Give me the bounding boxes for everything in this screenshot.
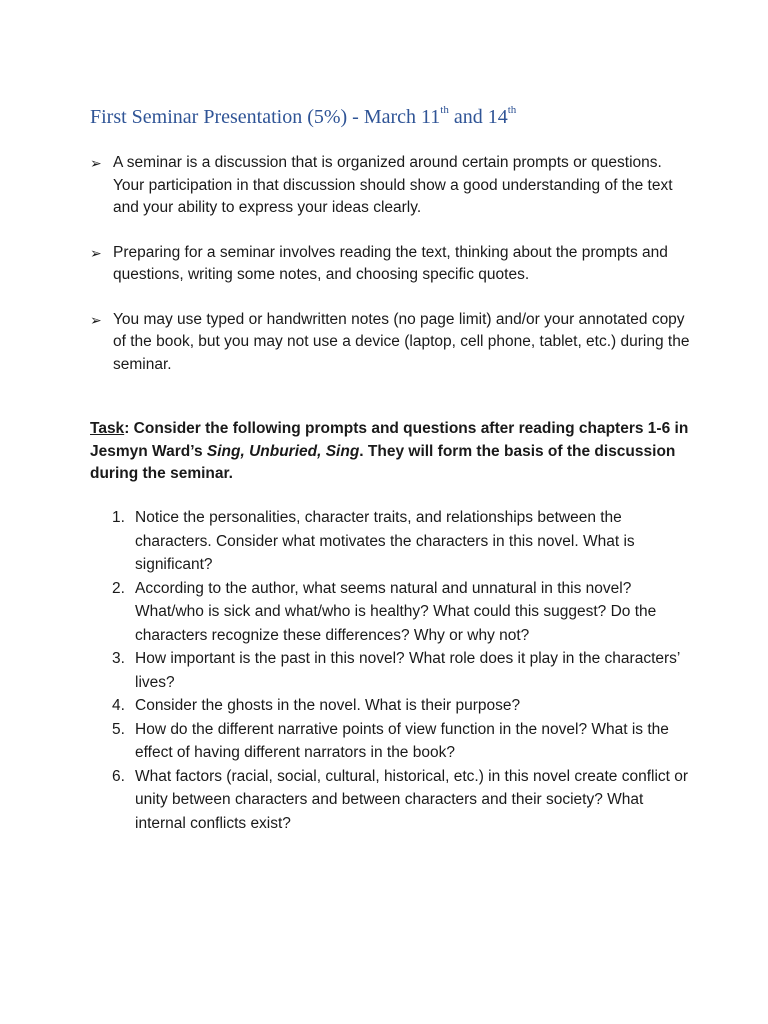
bullet-text: You may use typed or handwritten notes (no page limit) and/or your annotated copy of the book, but you may not use a device (laptop, cell phone, tablet, etc.) during the seminar. — [113, 310, 690, 373]
list-item-text: How do the different narrative points of view function in the novel? What is the effect of having different narrators in the book? — [135, 720, 669, 761]
list-number: 1. — [112, 509, 125, 526]
arrowhead-bullet-icon: ➢ — [90, 155, 102, 171]
title-superscript-2: th — [507, 104, 517, 116]
list-item-text: How important is the past in this novel? What role does it play in the characters’ lives? — [135, 650, 680, 691]
list-number: 5. — [112, 720, 125, 738]
list-item — [90, 577, 690, 648]
list-number: 3. — [112, 650, 125, 667]
list-item — [90, 647, 690, 694]
list-item-text: According to the author, what seems natural and unnatural in this novel? What/who is sick and what/who is healthy? What could this suggest? Do the characters recognize these differences? Why or why not? — [135, 579, 657, 644]
book-title: Sing, Unburied, Sing — [206, 442, 360, 460]
list-number: 2. — [112, 579, 125, 597]
title-text: First Seminar Presentation (5%) - March 11 — [90, 106, 441, 128]
title-superscript-1: th — [440, 104, 449, 116]
task-label: Task — [90, 420, 125, 437]
list-item — [90, 765, 690, 836]
bullet-text: A seminar is a discussion that is organized around certain prompts or questions. Your participation in that discussion should show a good understanding of the text and your ability to express your ideas clearly. — [113, 154, 673, 216]
bullet-item — [90, 309, 690, 377]
bullet-item — [90, 242, 690, 287]
arrowhead-bullet-icon: ➢ — [90, 311, 102, 328]
task-colon: : — [124, 420, 134, 437]
list-item — [90, 506, 690, 577]
page-title — [90, 106, 516, 129]
task-text-2: . They will form the basis of the discussion during the seminar. — [90, 442, 676, 482]
list-number: 6. — [112, 767, 125, 785]
list-item — [90, 718, 690, 765]
list-item — [90, 694, 690, 718]
list-item-text: What factors (racial, social, cultural, historical, etc.) in this novel create conflict or unity between characters and between characters and their society? What internal conflicts exist? — [135, 767, 689, 832]
list-item-text: Consider the ghosts in the novel. What is their purpose? — [135, 697, 521, 714]
list-item-text: Notice the personalities, character traits, and relationships between the characters. Consider what motivates the characters in this novel. What is significant? — [135, 509, 635, 573]
list-number: 4. — [112, 697, 125, 714]
bullet-text: Preparing for a seminar involves reading the text, thinking about the prompts and questions, writing some notes, and choosing specific quotes. — [113, 243, 668, 283]
task-paragraph — [90, 418, 690, 486]
title-text-2: and 14 — [448, 106, 508, 128]
bullet-list — [90, 152, 690, 398]
bullet-item — [90, 152, 690, 220]
task-text-1: Consider the following prompts and questions after reading chapters 1-6 in Jesmyn Ward’s — [90, 420, 689, 460]
prompts-list — [90, 506, 690, 835]
arrowhead-bullet-icon: ➢ — [90, 244, 102, 261]
